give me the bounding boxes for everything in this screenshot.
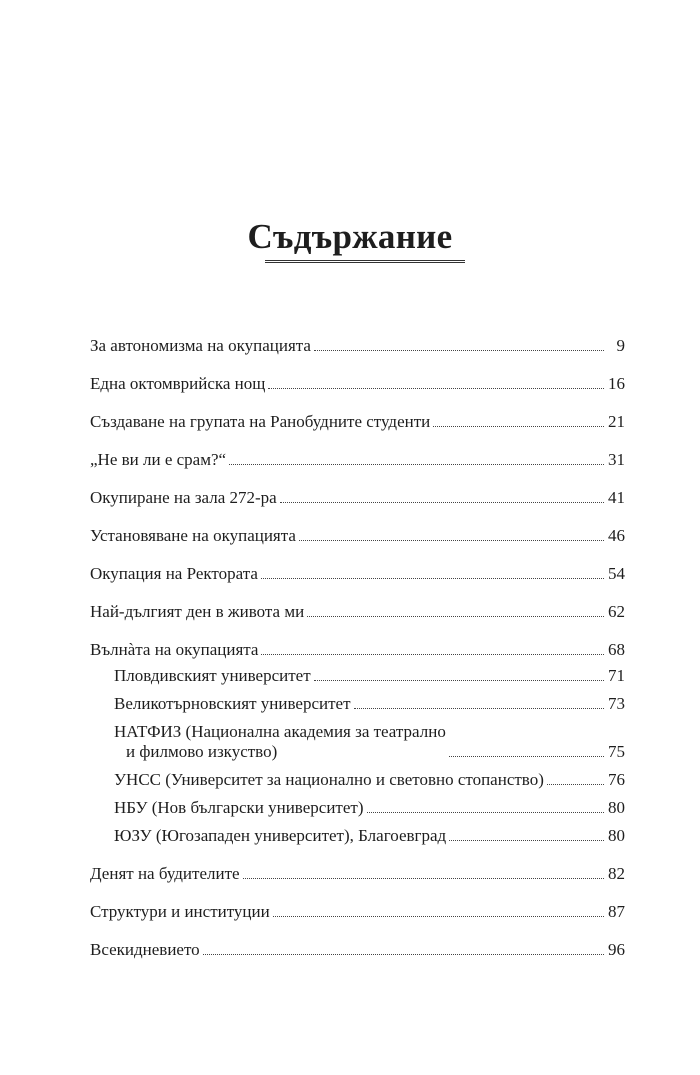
toc-entry[interactable] — [90, 488, 625, 508]
dot-leader — [299, 539, 604, 541]
dot-leader — [314, 679, 604, 681]
toc-sub-entry[interactable] — [90, 826, 625, 846]
toc-sub-entry-page: 76 — [608, 770, 625, 789]
toc-entry[interactable] — [90, 864, 625, 884]
toc-entry-page: 21 — [608, 412, 625, 431]
toc-entry[interactable] — [90, 450, 625, 470]
toc-sub-entry[interactable] — [90, 798, 625, 818]
dot-leader — [449, 839, 604, 841]
toc-sub-entry-page: 75 — [608, 742, 625, 761]
dot-leader — [268, 387, 604, 389]
toc-entry[interactable] — [90, 940, 625, 960]
toc-entry-page: 68 — [608, 640, 625, 659]
toc-entry-page: 16 — [608, 374, 625, 393]
toc-entry-label: Най-дългият ден в живота ми — [90, 602, 305, 621]
toc-sub-entry[interactable] — [90, 770, 625, 790]
toc-sub-entry[interactable] — [90, 666, 625, 686]
toc-sub-entry-label-continued: и филмово изкуство) — [126, 742, 278, 761]
toc-entry-page: 9 — [616, 336, 625, 355]
dot-leader — [261, 653, 604, 655]
toc-entry[interactable] — [90, 412, 625, 432]
dot-leader — [307, 615, 604, 617]
toc-sub-entry-label-block — [114, 722, 446, 762]
toc-entry-page: 41 — [608, 488, 625, 507]
toc-sub-entry[interactable] — [90, 694, 625, 714]
toc-entry[interactable] — [90, 902, 625, 922]
toc-entry-page: 62 — [608, 602, 625, 621]
toc-sub-entry-label: Пловдивският университет — [114, 666, 311, 685]
toc-entry[interactable] — [90, 640, 625, 660]
toc-entry-page: 46 — [608, 526, 625, 545]
dot-leader — [547, 783, 604, 785]
toc-entry[interactable] — [90, 564, 625, 584]
dot-leader — [229, 463, 604, 465]
toc-entry[interactable] — [90, 526, 625, 546]
toc-entry-label: „Не ви ли е срам?“ — [90, 450, 227, 469]
title-double-rule — [265, 260, 465, 263]
toc-entry-page: 54 — [608, 564, 625, 583]
table-of-contents — [90, 336, 625, 978]
toc-entry-label: Създаване на групата на Ранобудните студенти — [90, 412, 431, 431]
dot-leader — [280, 501, 604, 503]
dot-leader — [243, 877, 604, 879]
toc-sub-entry-page: 80 — [608, 826, 625, 845]
toc-entry-label: Една октомврийска нощ — [90, 374, 266, 393]
dot-leader — [354, 707, 605, 709]
dot-leader — [314, 349, 604, 351]
toc-entry-label: Установяване на окупацията — [90, 526, 296, 545]
toc-entry-label: Вълнàта на окупацията — [90, 640, 259, 659]
toc-title: Съдържание — [247, 217, 453, 256]
dot-leader — [433, 425, 604, 427]
toc-entry[interactable] — [90, 336, 625, 356]
toc-sub-entry-label: Великотърновският университет — [114, 694, 351, 713]
toc-entry-label: Всекидневието — [90, 940, 200, 959]
toc-entry-page: 31 — [608, 450, 625, 469]
toc-entry-label: Окупиране на зала 272-ра — [90, 488, 277, 507]
toc-entry[interactable] — [90, 374, 625, 394]
toc-entry-page: 87 — [608, 902, 625, 921]
toc-sub-entry-page: 80 — [608, 798, 625, 817]
toc-sub-entry-page: 71 — [608, 666, 625, 685]
toc-sub-entry-label: ЮЗУ (Югозападен университет), Благоевград — [114, 826, 447, 845]
dot-leader — [367, 811, 605, 813]
toc-entry-page: 82 — [608, 864, 625, 883]
toc-sub-entry-page: 73 — [608, 694, 625, 713]
toc-entry-label: Окупация на Ректората — [90, 564, 258, 583]
toc-entry-label: Денят на будителите — [90, 864, 240, 883]
toc-sub-entry[interactable] — [90, 722, 625, 762]
dot-leader — [203, 953, 604, 955]
toc-entry-page: 96 — [608, 940, 625, 959]
dot-leader — [261, 577, 604, 579]
toc-entry-label: За автономизма на окупацията — [90, 336, 311, 355]
toc-sub-entry-label: УНСС (Университет за национално и световно стопанство) — [114, 770, 544, 789]
dot-leader — [449, 755, 604, 757]
toc-sub-entry-label: НБУ (Нов български университет) — [114, 798, 364, 817]
dot-leader — [273, 915, 604, 917]
toc-sub-entry-label: НАТФИЗ (Национална академия за театрално — [114, 722, 446, 741]
toc-entry[interactable] — [90, 602, 625, 622]
toc-entry-label: Структури и институции — [90, 902, 270, 921]
